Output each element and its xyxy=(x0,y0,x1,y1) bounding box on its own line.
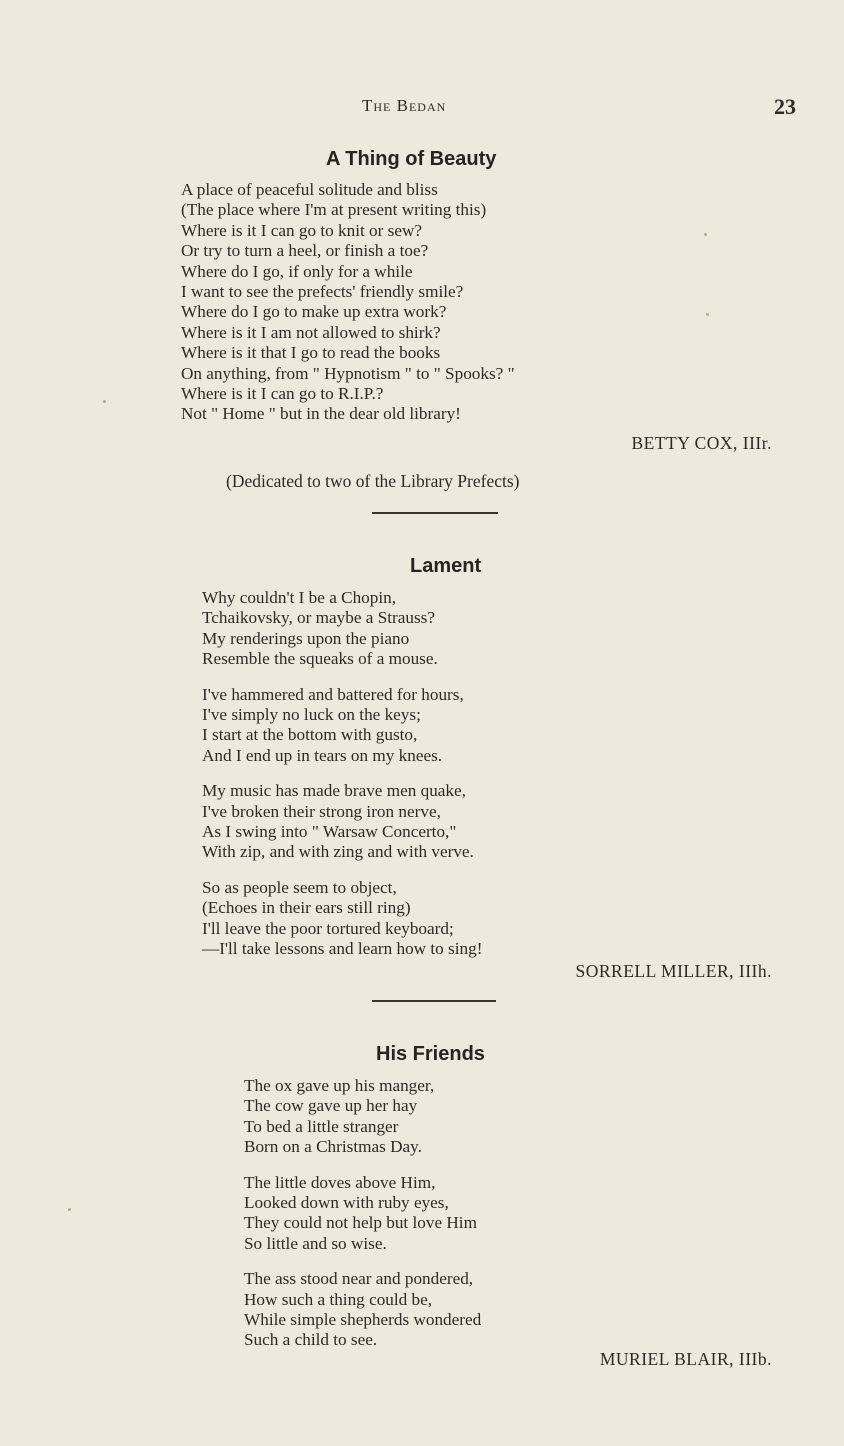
verse-line: Or try to turn a heel, or finish a toe? xyxy=(181,241,429,261)
verse-line: To bed a little stranger xyxy=(244,1116,399,1136)
verse-line: I've broken their strong iron nerve, xyxy=(202,801,441,821)
poem-title-lament: Lament xyxy=(410,555,482,577)
poem-title-a-thing-of-beauty: A Thing of Beauty xyxy=(326,148,497,170)
running-head: The Bedan xyxy=(362,96,447,115)
section-divider xyxy=(372,1000,496,1002)
paper-speck xyxy=(68,1208,71,1211)
verse-line: Not " Home " but in the dear old library! xyxy=(181,404,461,424)
verse-line: And I end up in tears on my knees. xyxy=(202,745,443,765)
stanza xyxy=(181,180,515,425)
verse-line: Where is it I am not allowed to shirk? xyxy=(181,322,441,342)
paper-speck xyxy=(103,400,106,403)
verse-line: My music has made brave men quake, xyxy=(202,781,466,801)
verse-line: —I'll take lessons and learn how to sing! xyxy=(202,939,483,959)
stanza xyxy=(244,1269,481,1351)
paper-speck xyxy=(704,233,707,236)
verse-line: Where do I go to make up extra work? xyxy=(181,302,447,322)
verse-line: I'll leave the poor tortured keyboard; xyxy=(202,918,454,938)
verse-line: Born on a Christmas Day. xyxy=(244,1137,422,1157)
verse-line: While simple shepherds wondered xyxy=(244,1310,482,1330)
verse-line: The ox gave up his manger, xyxy=(244,1076,435,1095)
verse-line: On anything, from " Hypnotism " to " Spooks? " xyxy=(181,363,515,383)
paper-speck xyxy=(706,313,709,316)
stanza xyxy=(202,588,482,670)
poem-body-lament xyxy=(202,588,482,975)
verse-line: The cow gave up her hay xyxy=(244,1096,418,1116)
verse-line: So little and so wise. xyxy=(244,1233,387,1253)
verse-line: Why couldn't I be a Chopin, xyxy=(202,588,397,607)
verse-line: My renderings upon the piano xyxy=(202,628,410,648)
stanza xyxy=(244,1076,481,1158)
verse-line: I've simply no luck on the keys; xyxy=(202,705,421,725)
verse-line: Where is it that I go to read the books xyxy=(181,343,441,363)
verse-line: As I swing into " Warsaw Concerto," xyxy=(202,822,457,842)
verse-line: The little doves above Him, xyxy=(244,1172,436,1192)
author-byline: SORRELL MILLER, IIIh. xyxy=(575,961,772,981)
verse-line: Looked down with ruby eyes, xyxy=(244,1193,449,1213)
verse-line: They could not help but love Him xyxy=(244,1213,477,1233)
verse-line: Such a child to see. xyxy=(244,1330,378,1350)
verse-line: I want to see the prefects' friendly smile? xyxy=(181,282,464,302)
section-divider xyxy=(372,512,498,514)
verse-line: (Echoes in their ears still ring) xyxy=(202,898,411,918)
verse-line: Where is it I can go to knit or sew? xyxy=(181,220,423,240)
stanza xyxy=(202,781,482,863)
stanza xyxy=(202,685,482,767)
verse-line: So as people seem to object, xyxy=(202,877,397,897)
verse-line: The ass stood near and pondered, xyxy=(244,1269,474,1289)
page-number: 23 xyxy=(774,94,796,119)
verse-line: With zip, and with zing and with verve. xyxy=(202,842,474,862)
verse-line: Tchaikovsky, or maybe a Strauss? xyxy=(202,608,435,628)
poem-body-a-thing-of-beauty xyxy=(181,180,515,440)
stanza xyxy=(244,1173,481,1255)
verse-line: I start at the bottom with gusto, xyxy=(202,725,418,745)
verse-line: (The place where I'm at present writing this) xyxy=(181,200,487,220)
author-byline: BETTY COX, IIIr. xyxy=(631,433,772,453)
verse-line: I've hammered and battered for hours, xyxy=(202,684,464,704)
stanza xyxy=(202,878,482,960)
verse-line: A place of peaceful solitude and bliss xyxy=(181,180,438,199)
dedication: (Dedicated to two of the Library Prefects) xyxy=(226,471,520,491)
verse-line: Resemble the squeaks of a mouse. xyxy=(202,649,438,669)
verse-line: Where is it I can go to R.I.P.? xyxy=(181,384,384,404)
poem-body-his-friends xyxy=(244,1076,481,1366)
verse-line: How such a thing could be, xyxy=(244,1289,433,1309)
verse-line: Where do I go, if only for a while xyxy=(181,261,413,281)
author-byline: MURIEL BLAIR, IIIb. xyxy=(599,1349,772,1369)
poem-title-his-friends: His Friends xyxy=(376,1043,485,1065)
